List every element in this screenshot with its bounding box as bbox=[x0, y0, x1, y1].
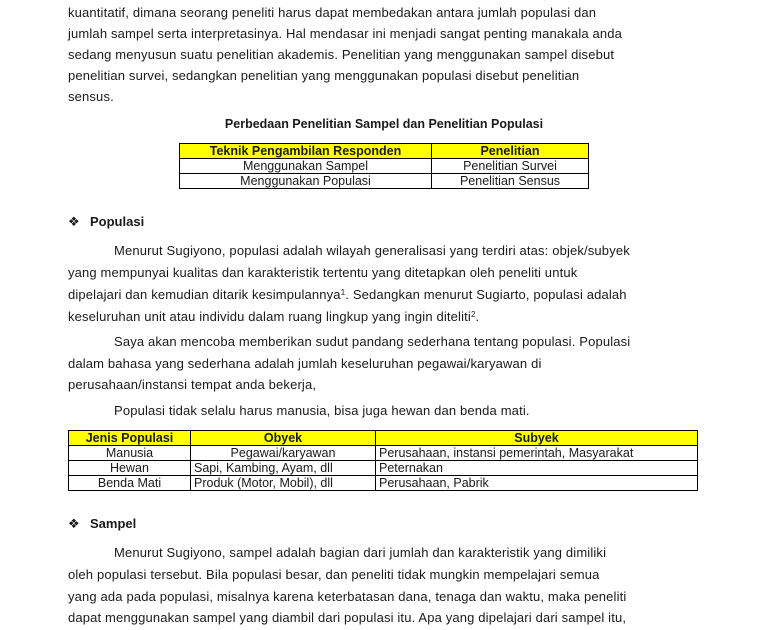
footnote-ref: 2 bbox=[470, 310, 476, 319]
paragraph-line: oleh populasi tersebut. Bila populasi besar, dan peneliti tidak mungkin mempelajari semua bbox=[68, 567, 600, 582]
table-row bbox=[69, 461, 698, 476]
intro-line: sensus. bbox=[68, 89, 114, 104]
table-cell: Manusia bbox=[69, 446, 191, 461]
intro-line: penelitian survei, sedangkan penelitian yang menggunakan populasi disebut penelitian bbox=[68, 68, 580, 83]
footnote-ref: 1 bbox=[340, 288, 346, 297]
paragraph-line: yang mempunyai kualitas dan karakteristik tertentu yang ditetapkan oleh peneliti untuk bbox=[68, 265, 578, 280]
paragraph-line: Menurut Sugiyono, populasi adalah wilayah generalisasi yang terdiri atas: objek/subyek bbox=[114, 243, 630, 258]
table-cell: Perusahaan, Pabrik bbox=[376, 476, 698, 491]
population-table bbox=[68, 430, 698, 491]
section-heading-text: Sampel bbox=[90, 516, 137, 531]
section-heading-text: Populasi bbox=[90, 214, 145, 229]
intro-line: kuantitatif, dimana seorang peneliti harus dapat membedakan antara jumlah populasi dan bbox=[68, 5, 597, 20]
paragraph-line bbox=[68, 287, 627, 303]
table-cell: Peternakan bbox=[376, 461, 698, 476]
table1-title: Perbedaan Penelitian Sampel dan Penelitian Populasi bbox=[224, 117, 544, 131]
table-row bbox=[69, 476, 698, 491]
paragraph-line: Menurut Sugiyono, sampel adalah bagian dari jumlah dan karakteristik yang dimiliki bbox=[114, 545, 607, 560]
table-header: Subyek bbox=[376, 431, 698, 446]
section-heading-populasi bbox=[68, 214, 144, 230]
section-heading-sampel bbox=[68, 516, 136, 532]
paragraph-line: Saya akan mencoba memberikan sudut pandang sederhana tentang populasi. Populasi bbox=[114, 334, 631, 349]
table-cell: Pegawai/karyawan bbox=[191, 446, 376, 461]
table-header-row bbox=[180, 144, 589, 159]
paragraph-line: dapat menggunakan sampel yang diambil dari populasi itu. Apa yang dipelajari dari sampel itu, bbox=[68, 610, 627, 625]
table-cell: Sapi, Kambing, Ayam, dll bbox=[191, 461, 376, 476]
diamond-bullet-icon: ❖ bbox=[68, 516, 80, 531]
comparison-table bbox=[179, 143, 589, 189]
table-row bbox=[180, 159, 589, 174]
paragraph-text: dipelajari dan kemudian ditarik kesimpulannya bbox=[68, 287, 341, 302]
paragraph-line: Populasi tidak selalu harus manusia, bisa juga hewan dan benda mati. bbox=[114, 403, 530, 418]
table-row bbox=[69, 446, 698, 461]
table-header-row bbox=[69, 431, 698, 446]
paragraph-text: . Sedangkan menurut Sugiarto, populasi adalah bbox=[345, 287, 627, 302]
intro-line: sedang menyusun suatu penelitian akademis. Penelitian yang menggunakan sampel disebut bbox=[68, 47, 615, 62]
paragraph-line bbox=[68, 309, 479, 325]
table-cell: Hewan bbox=[69, 461, 191, 476]
diamond-bullet-icon: ❖ bbox=[68, 214, 80, 229]
paragraph-line: dalam bahasa yang sederhana adalah jumlah keseluruhan pegawai/karyawan di bbox=[68, 356, 542, 371]
table-cell: Penelitian Sensus bbox=[432, 174, 589, 189]
paragraph-text: keseluruhan unit atau individu dalam ruang lingkup yang ingin diteliti bbox=[68, 309, 471, 324]
table-cell: Produk (Motor, Mobil), dll bbox=[191, 476, 376, 491]
table-cell: Perusahaan, instansi pemerintah, Masyarakat bbox=[376, 446, 698, 461]
table-header: Teknik Pengambilan Responden bbox=[180, 144, 432, 159]
table-cell: Menggunakan Sampel bbox=[180, 159, 432, 174]
paragraph-text: . bbox=[475, 309, 480, 324]
table-cell: Benda Mati bbox=[69, 476, 191, 491]
paragraph-line: perusahaan/instansi tempat anda bekerja, bbox=[68, 377, 317, 392]
paragraph-line: yang ada pada populasi, misalnya karena keterbatasan dana, tenaga dan waktu, maka peneliti bbox=[68, 589, 627, 604]
intro-line: jumlah sampel serta interpretasinya. Hal mendasar ini menjadi sangat penting manakala anda bbox=[68, 26, 623, 41]
table-cell: Penelitian Survei bbox=[432, 159, 589, 174]
table-cell: Menggunakan Populasi bbox=[180, 174, 432, 189]
table-header: Penelitian bbox=[432, 144, 589, 159]
table-header: Obyek bbox=[191, 431, 376, 446]
table-row bbox=[180, 174, 589, 189]
table-header: Jenis Populasi bbox=[69, 431, 191, 446]
